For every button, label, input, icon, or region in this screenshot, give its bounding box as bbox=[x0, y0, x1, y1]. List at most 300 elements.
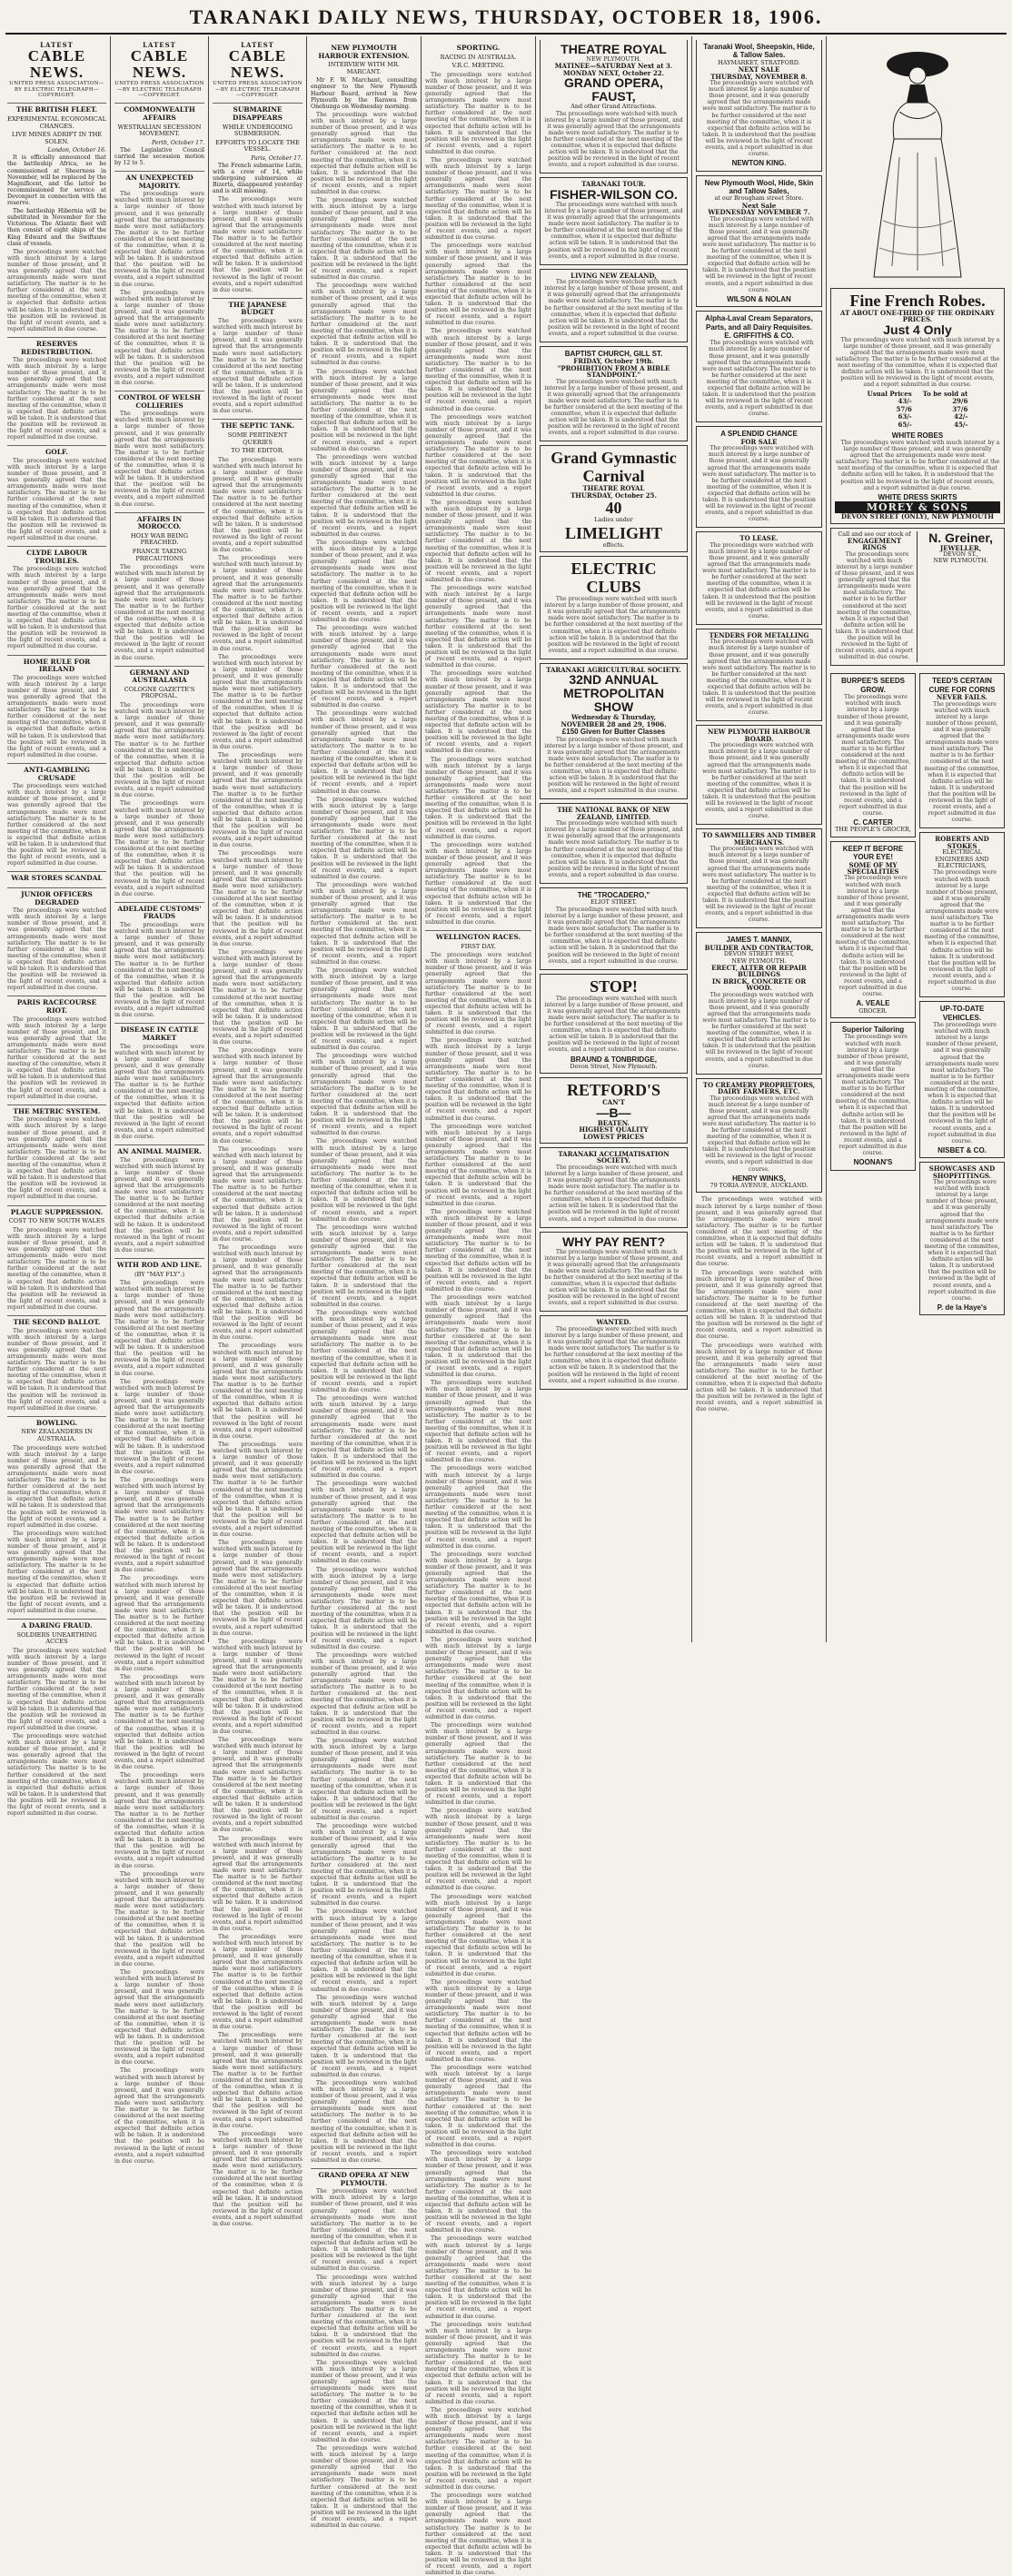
ad-body: The proceedings were watched with much interest by a large number of those present, and it was generally agreed that the arrangements made were most satisfactory. The matter is to be further considered at the next meeting of the committee, when it is expected that definite action will be taken. It is understood that the position will be reviewed in the light of recent events, and a report submitted in due course. bbox=[835, 439, 1000, 491]
press-association-line: UNITED PRESS ASSOCIATION—BY ELECTRIC TELEGRAPH—COPYRIGHT. bbox=[213, 81, 303, 98]
article-paragraph: The proceedings were watched with much interest by a large number of those present, and it was generally agreed that the arrangements made were most satisfactory. The matter is to be further considered at the next meeting of the committee, when it is expected that definite action will be taken. It is understood that the position will be reviewed in the light of recent events, and a report submitted in due course. bbox=[311, 1994, 417, 2078]
latest-kicker: LATEST bbox=[143, 41, 176, 49]
article-paragraph: The proceedings were watched with much interest by a large number of those present, and it was generally agreed that the arrangements made were most satisfactory. The matter is to be further considered at the next meeting of the committee, when it is expected that definite action will be taken. It is understood that the position will be reviewed in the light of recent events, and a report submitted in due course. bbox=[425, 328, 531, 412]
ad-body: The proceedings were watched with much interest by a large number of those present, and it was generally agreed that the arrangements made were most satisfactory. The matter is to be further considered at the next meeting of the committee, when it is expected that definite action will be taken. It is understood that the position will be reviewed in the light of recent events, and a report submitted in due course. bbox=[835, 694, 911, 817]
subheadline: COST TO NEW SOUTH WALES bbox=[8, 1217, 105, 1225]
article-paragraph: The proceedings were watched with much interest by a large number of those present, and it was generally agreed that the arrangements made were most satisfactory. The matter is to be further considered at the next meeting of the committee, when it is expected that definite action will be taken. It is understood that the position will be reviewed in the light of recent events, and a report submitted in due course. bbox=[311, 2274, 417, 2358]
subheadline: SOLDIERS UNEARTHING ACCES bbox=[16, 1630, 97, 1646]
ad-body: The proceedings were watched with much interest by a large number of those present, and it was generally agreed that the arrangements made were most satisfactory. The matter is to be further considered at the next meeting of the committee, when it is expected that definite action will be taken. It is understood that the position will be reviewed in the light of recent events, and a report submitted in due course. bbox=[544, 1164, 683, 1223]
subheadline: V.R.C. MEETING. bbox=[451, 62, 505, 70]
article-paragraph: The proceedings were watched with much interest by a large number of those present, and it was generally agreed that the arrangements made were most satisfactory. The matter is to be further considered at the next meeting of the committee, when it is expected that definite action will be taken. It is understood that the position will be reviewed in the light of recent events, and a report submitted in due course. bbox=[114, 1280, 204, 1377]
ad-line: HIGHEST QUALITY bbox=[579, 1125, 649, 1134]
headline: DISEASE IN CATTLE MARKET bbox=[114, 1023, 204, 1042]
alpha-laval-ad bbox=[696, 311, 822, 422]
ad-title: THEATRE ROYAL bbox=[561, 42, 667, 56]
article-paragraph: The proceedings were watched with much interest by a large number of those present, and it was generally agreed that the arrangements made were most satisfactory. The matter is to be further considered at the next meeting of the committee, when it is expected that definite action will be taken. It is understood that the position will be reviewed in the light of recent events, and a report submitted in due course. bbox=[425, 1808, 531, 1892]
article-paragraph: The proceedings were watched with much interest by a large number of those present, and it was generally agreed that the arrangements made were most satisfactory. The matter is to be further considered at the next meeting of the committee, when it is expected that definite action will be taken. It is understood that the position will be reviewed in the light of recent events, and a report submitted in due course. bbox=[7, 357, 106, 441]
gymnastic-carnival-ad bbox=[540, 445, 688, 552]
article-paragraph: The proceedings were watched with much interest by a large number of those present, and it was generally agreed that the arrangements made were most satisfactory. The matter is to be further considered at the next meeting of the committee, when it is expected that definite action will be taken. It is understood that the position will be reviewed in the light of recent events, and a report submitted in due course. bbox=[425, 1722, 531, 1807]
ad-line: ROBERTS AND STOKES bbox=[935, 835, 989, 850]
ad-line: SHOWCASES AND SHOPFITTINGS. bbox=[928, 1164, 996, 1180]
press-association-line: UNITED PRESS ASSOCIATION—BY ELECTRIC TELEGRAPH—COPYRIGHT. bbox=[9, 81, 104, 98]
price-cell: 43/- bbox=[898, 397, 912, 406]
creamery-ad bbox=[696, 1078, 822, 1194]
article-paragraph: The proceedings were watched with much interest by a large number of those present, and it was generally agreed that the arrangements made were most satisfactory. The matter is to be further considered at the next meeting of the committee, when it is expected that definite action will be taken. It is understood that the position will be reviewed in the light of recent events, and a report submitted in due course. bbox=[7, 1733, 106, 1818]
price-header: Usual Prices bbox=[867, 389, 912, 398]
article-paragraph: The proceedings were watched with much interest by a large number of those present, and it was generally agreed that the arrangements made were most satisfactory. The matter is to be further considered at the next meeting of the committee, when it is expected that definite action will be taken. It is understood that the position will be reviewed in the light of recent events, and a report submitted in due course. bbox=[213, 653, 303, 750]
price-cell: 65/- bbox=[898, 420, 912, 429]
subheadline: EFFORTS TO LOCATE THE VESSEL. bbox=[215, 138, 300, 154]
article-paragraph: The proceedings were watched with much interest by a large number of those present, and it was generally agreed that the arrangements made were most satisfactory. The matter is to be further considered at the next meeting of the committee, when it is expected that definite action will be taken. It is understood that the position will be reviewed in the light of recent events, and a report submitted in due course. bbox=[425, 2406, 531, 2491]
ad-title: FISHER-WILSON CO. bbox=[550, 186, 678, 202]
article-paragraph: The proceedings were watched with much interest by a large number of those present, and it was generally agreed that the arrangements made were most satisfactory. The matter is to be further considered at the next meeting of the committee, when it is expected that definite action will be taken. It is understood that the position will be reviewed in the light of recent events, and a report submitted in due course. bbox=[114, 702, 204, 799]
ad-body: The proceedings were watched with much interest by a large number of those present, and it was generally agreed that the arrangements made were most satisfactory. The matter is to be further considered at the next meeting of the committee, when it is expected that definite action will be taken. It is understood that the position will be reviewed in the light of recent events, and a report submitted in due course. bbox=[544, 596, 683, 654]
article-paragraph: The proceedings were watched with much interest by a large number of those present, and it was generally agreed that the arrangements made were most satisfactory. The matter is to be further considered at the next meeting of the committee, when it is expected that definite action will be taken. It is understood that the position will be reviewed in the light of recent events, and a report submitted in due course. bbox=[213, 196, 303, 293]
ad-line: THE PEOPLE'S GROCER, bbox=[835, 826, 911, 834]
ad-title: A. VEALE bbox=[856, 999, 890, 1008]
article-paragraph: The proceedings were watched with much interest by a large number of those present, and it was generally agreed that the arrangements made were most satisfactory. The matter is to be further considered at the next meeting of the committee, when it is expected that definite action will be taken. It is understood that the position will be reviewed in the light of recent events, and a report submitted in due course. bbox=[311, 2359, 417, 2443]
column-1 bbox=[4, 36, 111, 1818]
article-paragraph: The proceedings were watched with much interest by a large number of those present, and it was generally agreed that the arrangements made were most satisfactory. The matter is to be further considered at the next meeting of the committee, when it is expected that definite action will be taken. It is understood that the position will be reviewed in the light of recent events, and a report submitted in due course. bbox=[425, 2235, 531, 2320]
ad-line: ELECTRICAL ENGINEERS AND ELECTRICIANS, bbox=[935, 848, 989, 870]
ad-line: at our Brougham street Store. bbox=[714, 194, 804, 203]
ad-body: The proceedings were watched with much interest by a large number of those present, and it was generally agreed that the arrangements made were most satisfactory. The matter is to be further considered at the next meeting of the committee, when it is expected that definite action will be taken. It is understood that the position will be reviewed in the light of recent events, and a report submitted in due course. bbox=[544, 995, 683, 1054]
article-paragraph: The proceedings were watched with much interest by a large number of those present, and it was generally agreed that the arrangements made were most satisfactory. The matter is to be further considered at the next meeting of the committee, when it is expected that definite action will be taken. It is understood that the position will be reviewed in the light of recent events, and a report submitted in due course. bbox=[213, 1047, 303, 1144]
ad-title: Superior Tailoring bbox=[841, 1025, 905, 1035]
article-paragraph: The proceedings were watched with much interest by a large number of those present, and it was generally agreed that the arrangements made were most satisfactory. The matter is to be further considered at the next meeting of the committee, when it is expected that definite action will be taken. It is understood that the position will be reviewed in the light of recent events, and a report submitted in due course. bbox=[311, 1738, 417, 1822]
ad-title: WHITE ROBES bbox=[891, 431, 944, 440]
why-pay-rent-ad bbox=[540, 1232, 688, 1313]
article-paragraph: The proceedings were watched with much interest by a large number of those present, and it was generally agreed that the arrangements made were most satisfactory. The matter is to be further considered at the next meeting of the committee, when it is expected that definite action will be taken. It is understood that the position will be reviewed in the light of recent events, and a report submitted in due course. bbox=[311, 111, 417, 195]
subheadline: HOLY WAR BEING PREACHED. bbox=[130, 531, 189, 547]
ad-line: DEVON STREET (ONLY), NEW PLYMOUTH bbox=[840, 512, 995, 521]
headline: WELLINGTON RACES. bbox=[425, 930, 531, 942]
ad-title: —B— bbox=[596, 1105, 631, 1120]
ad-line: TO CREAMERY PROPRIETORS, DAIRY FARMERS, ETC. bbox=[702, 1080, 816, 1096]
headline: RESERVES REDISTRIBUTION. bbox=[7, 337, 106, 356]
article-paragraph: The proceedings were watched with much interest by a large number of those present, and it was generally agreed that the arrangements made were most satisfactory. The matter is to be further considered at the next meeting of the committee, when it is expected that definite action will be taken. It is understood that the position will be reviewed in the light of recent events, and a report submitted in due course. bbox=[425, 499, 531, 583]
ad-body: The proceedings were watched with much interest by a large number of those present, and it was generally agreed that the arrangements made were most satisfactory. The matter is to be further considered at the next meeting of the committee, when it is expected that definite action will be taken. It is understood that the position will be reviewed in the light of recent events, and a report submitted in due course. bbox=[924, 700, 1000, 824]
morey-sons-banner: MOREY & SONS bbox=[835, 501, 1000, 513]
article-paragraph: The proceedings were watched with much interest by a large number of those present, and it was generally agreed that the arrangements made were most satisfactory. The matter is to be further considered at the next meeting of the committee, when it is expected that definite action will be taken. It is understood that the position will be reviewed in the light of recent events, and a report submitted in due course. bbox=[425, 1893, 531, 1977]
tenders-metalling-ad bbox=[696, 629, 822, 722]
ad-line: HAYMARKET, STRATFORD. bbox=[718, 58, 800, 66]
article-paragraph: The proceedings were watched with much interest by a large number of those present, and it was generally agreed that the arrangements made were most satisfactory. The matter is to be further considered at the next meeting of the committee, when it is expected that definite action will be taken. It is understood that the position will be reviewed in the light of recent events, and a report submitted in due course. bbox=[425, 1465, 531, 1550]
ad-title: LIMELIGHT bbox=[564, 523, 663, 542]
article-paragraph: The proceedings were watched with much interest by a large number of those present, and it was generally agreed that the arrangements made were most satisfactory. The matter is to be further considered at the next meeting of the committee, when it is expected that definite action will be taken. It is understood that the position will be reviewed in the light of recent events, and a report submitted in due course. bbox=[311, 2444, 417, 2530]
article-paragraph: The proceedings were watched with much interest by a large number of those present, and it was generally agreed that the arrangements made were most satisfactory. The matter is to be further considered at the next meeting of the committee, when it is expected that definite action will be taken. It is understood that the position will be reviewed in the light of recent events, and a report submitted in due course. bbox=[114, 1378, 204, 1475]
article-paragraph: The proceedings were watched with much interest by a large number of those present, and it was generally agreed that the arrangements made were most satisfactory. The matter is to be further considered at the next meeting of the committee, when it is expected that definite action will be taken. It is understood that the position will be reviewed in the light of recent events, and a report submitted in due course. bbox=[114, 1043, 204, 1140]
subheadline: WHILE UNDERGOING SUBMERSION. bbox=[222, 123, 293, 138]
article-paragraph: The proceedings were watched with much interest by a large number of those present, and it was generally agreed that the arrangements made were most satisfactory. The matter is to be further considered at the next meeting of the committee, when it is expected that definite action will be taken. It is understood that the position will be reviewed in the light of recent events, and a report submitted in due course. bbox=[425, 1123, 531, 1207]
article-paragraph: The proceedings were watched with much interest by a large number of those present, and it was generally agreed that the arrangements made were most satisfactory. The matter is to be further considered at the next meeting of the committee, when it is expected that definite action will be taken. It is understood that the position will be reviewed in the light of recent events, and a report submitted in due course. bbox=[311, 2079, 417, 2164]
ad-title: NISBET & CO. bbox=[938, 1145, 987, 1154]
rings-panel bbox=[835, 531, 918, 663]
article-paragraph: Mr F. W. Marchant, consulting engineer to the New Plymouth Harbour Board, arrived in New Plymouth by the Rarawa from Onehunga on Wednesday morning. bbox=[311, 77, 417, 110]
article-paragraph: The proceedings were watched with much interest by a large number of those present, and it was generally agreed that the arrangements made were most satisfactory. The matter is to be further considered at the next meeting of the committee, when it is expected that definite action will be taken. It is understood that the position will be reviewed in the light of recent events, and a report submitted in due course. bbox=[7, 1016, 106, 1100]
ad-line: TARANAKI ACCLIMATISATION SOCIETY. bbox=[558, 1149, 670, 1165]
article-paragraph: The proceedings were watched with much interest by a large number of those present, and it was generally agreed that the arrangements made were most satisfactory. The matter is to be further considered at the next meeting of the committee, when it is expected that definite action will be taken. It is understood that the position will be reviewed in the light of recent events, and a report submitted in due course. bbox=[213, 456, 303, 554]
article-paragraph: The proceedings were watched with much interest by a large number of those present, and it was generally agreed that the arrangements made were most satisfactory. The matter is to be further considered at the next meeting of the committee, when it is expected that definite action will be taken. It is understood that the position will be reviewed in the light of recent events, and a report submitted in due course. bbox=[311, 1823, 417, 1907]
headline: JUNIOR OFFICERS DEGRADED bbox=[7, 887, 106, 907]
article-paragraph: The proceedings were watched with much interest by a large number of those present, and it was generally agreed that the arrangements made were most satisfactory. The matter is to be further considered at the next meeting of the committee, when it is expected that definite action will be taken. It is understood that the position will be reviewed in the light of recent events, and a report submitted in due course. bbox=[7, 1226, 106, 1311]
ad-body: The proceedings were watched with much interest by a large number of those present, and it was generally agreed that the arrangements made were most satisfactory. The matter is to be further considered at the next meeting of the committee, when it is expected that definite action will be taken. It is understood that the position will be reviewed in the light of recent events, and a report submitted in due course. bbox=[544, 1325, 683, 1384]
bottom-ad-split bbox=[830, 669, 1005, 1319]
column-6 bbox=[536, 36, 692, 1642]
ad-title: E. GRIFFITHS & CO. bbox=[724, 331, 794, 340]
ad-title: KEEP IT BEFORE YOUR EYE! bbox=[842, 844, 904, 862]
ad-line: NEW PLYMOUTH. bbox=[586, 55, 641, 63]
article-paragraph: The proceedings were watched with much interest by a large number of those present, and it was generally agreed that the arrangements made were most satisfactory. The matter is to be further considered at the next meeting of the committee, when it is expected that definite action will be taken. It is understood that the position will be reviewed in the light of recent events, and a report submitted in due course. bbox=[425, 2150, 531, 2234]
retfords-ad bbox=[540, 1077, 688, 1144]
ad-line: NEVER FAILS. bbox=[936, 693, 988, 702]
headline: HOME RULE FOR IRELAND bbox=[7, 655, 106, 674]
article-paragraph: The proceedings were watched with much interest by a large number of those present, and it was generally agreed that the arrangements made were most satisfactory. The matter is to be further considered at the next meeting of the committee, when it is expected that definite action will be taken. It is understood that the position will be reviewed in the light of recent events, and a report submitted in due course. bbox=[311, 1309, 417, 1394]
to-lease-ad bbox=[696, 531, 822, 625]
ad-body: The proceedings were watched with much interest by a large number of those present, and it was generally agreed that the arrangements made were most satisfactory. The matter is to be further considered at the next meeting of the committee, when it is expected that definite action will be taken. It is understood that the position will be reviewed in the light of recent events, and a report submitted in due course. bbox=[924, 1179, 1000, 1302]
article-paragraph: The proceedings were watched with much interest by a large number of those present, and it was generally agreed that the arrangements made were most satisfactory. The matter is to be further considered at the next meeting of the committee, when it is expected that definite action will be taken. It is understood that the position will be reviewed in the light of recent events, and a report submitted in due course. bbox=[311, 368, 417, 452]
headline: GOLF. bbox=[7, 445, 106, 457]
column-3 bbox=[209, 36, 307, 2228]
lady-in-robe-illustration bbox=[863, 39, 972, 284]
ad-line: WANTED. bbox=[596, 1318, 631, 1327]
splendid-chance-ad bbox=[696, 426, 822, 528]
ad-body: The proceedings were watched with much interest by a large number of those present, and it was generally agreed that the arrangements made were most satisfactory. The matter is to be further considered at the next meeting of the committee, when it is expected that definite action will be taken. It is understood that the position will be reviewed in the light of recent events, and a report submitted in due course. bbox=[544, 820, 683, 878]
headline: PLAGUE SUPPRESSION. bbox=[7, 1205, 106, 1217]
price-cell: 37/6 bbox=[952, 404, 968, 413]
wanted-ad bbox=[540, 1315, 688, 1389]
ad-line: Call and see our stock of bbox=[838, 530, 911, 538]
subheadline: WESTRALIAN SECESSION MOVEMENT. bbox=[117, 123, 202, 138]
ad-line: THURSDAY, NOVEMBER 8. bbox=[710, 72, 808, 81]
article-paragraph: The proceedings were watched with much interest by a large number of those present, and it was generally agreed that the arrangements made were most satisfactory. The matter is to be further considered at the next meeting of the committee, when it is expected that definite action will be taken. It is understood that the position will be reviewed in the light of recent events, and a report submitted in due course. bbox=[7, 1327, 106, 1412]
ad-title: A SPLENDID CHANCE bbox=[720, 430, 798, 439]
article-paragraph: The proceedings were watched with much interest by a large number of those present, and it was generally agreed that the arrangements made were most satisfactory. The matter is to be further considered at the next meeting of the committee, when it is expected that definite action will be taken. It is understood that the position will be reviewed in the light of recent events, and a report submitted in due course. bbox=[311, 453, 417, 538]
article-paragraph: The proceedings were watched with much interest by a large number of those present, and it was generally agreed that the arrangements made were most satisfactory. The matter is to be further considered at the next meeting of the committee, when it is expected that definite action will be taken. It is understood that the position will be reviewed in the light of recent events, and a report submitted in due course. bbox=[114, 2067, 204, 2165]
subheadline: INTERVIEW WITH MR. MARCANT. bbox=[328, 61, 400, 75]
new-plymouth-wool-ad bbox=[696, 175, 822, 308]
article-paragraph: The proceedings were watched with much interest by a large number of those present, and it was generally agreed that the arrangements made were most satisfactory. The matter is to be further considered at the next meeting of the committee, when it is expected that definite action will be taken. It is understood that the position will be reviewed in the light of recent events, and a report submitted in due course. bbox=[7, 457, 106, 542]
article-paragraph: The proceedings were watched with much interest by a large number of those present, and it was generally agreed that the arrangements made were most satisfactory. The matter is to be further considered at the next meeting of the committee, when it is expected that definite action will be taken. It is understood that the position will be reviewed in the light of recent events, and a report submitted in due course. bbox=[425, 756, 531, 840]
article-paragraph: The proceedings were watched with much interest by a large number of those present, and it was generally agreed that the arrangements made were most satisfactory. The matter is to be further considered at the next meeting of the committee, when it is expected that definite action will be taken. It is understood that the position will be reviewed in the light of recent events, and a report submitted in due course. bbox=[311, 1395, 417, 1480]
keep-it-before-ad bbox=[830, 841, 916, 1018]
ad-line: LOWEST PRICES bbox=[582, 1132, 645, 1141]
article-paragraph: The proceedings were watched with much interest by a large number of those present, and it was generally agreed that the arrangements made were most satisfactory. The matter is to be further considered at the next meeting of the committee, when it is expected that definite action will be taken. It is understood that the position will be reviewed in the light of recent events, and a report submitted in due course. bbox=[114, 411, 204, 508]
ad-line: TARANAKI TOUR. bbox=[581, 180, 646, 189]
masthead: TARANAKI DAILY NEWS, THURSDAY, OCTOBER 18, 1906. bbox=[189, 5, 823, 28]
ad-body: The proceedings were watched with much interest by a large number of those present, and it was generally agreed that the arrangements made were most satisfactory. The matter is to be further considered at the next meeting of the committee, when it is expected that definite action will be taken. It is understood that the position will be reviewed in the light of recent events, and a report submitted in due course. bbox=[702, 340, 816, 418]
article-paragraph: The proceedings were watched with much interest by a large number of those present, and it was generally agreed that the arrangements made were most satisfactory. The matter is to be further considered at the next meeting of the committee, when it is expected that definite action will be taken. It is understood that the position will be reviewed in the light of recent events, and a report submitted in due course. bbox=[311, 1908, 417, 1993]
article-paragraph: The proceedings were watched with much interest by a large number of those present, and it was generally agreed that the arrangements made were most satisfactory. The matter is to be further considered at the next meeting of the committee, when it is expected that definite action will be taken. It is understood that the position will be reviewed in the light of recent events, and a report submitted in due course. bbox=[425, 413, 531, 498]
ad-line: THEATRE ROYAL bbox=[582, 484, 645, 493]
subheadline: LIVE MINES ADRIFT IN THE SOLEN. bbox=[11, 131, 103, 145]
ad-body: The proceedings were watched with much interest by a large number of those present, and it was generally agreed that the arrangements made were most satisfactory. The matter is to be further considered at the next meeting of the committee, when it is expected that definite action will be taken. It is understood that the position will be reviewed in the light of recent events, and a report submitted in due course. bbox=[702, 639, 816, 717]
article-paragraph: The proceedings were watched with much interest by a large number of those present, and it was generally agreed that the arrangements made were most satisfactory. The matter is to be further considered at the next meeting of the committee, when it is expected that definite action will be taken. It is understood that the position will be reviewed in the light of recent events, and a report submitted in due course. bbox=[425, 670, 531, 755]
ad-line: NOVEMBER 28 and 29, 1906. bbox=[561, 719, 667, 728]
ad-line: Devon Street, New Plymouth. bbox=[570, 1062, 658, 1070]
price-cell: 45/- bbox=[954, 420, 968, 429]
article-paragraph: The proceedings were watched with much interest by a large number of those present, and it was generally agreed that the arrangements made were most satisfactory. The matter is to be further considered at the next meeting of the committee, when it is expected that definite action will be taken. It is understood that the position will be reviewed in the light of recent events, and a report submitted in due course. bbox=[114, 800, 204, 897]
article-paragraph: The battleship Hibernia will be substituted in November for the Victorious. The Atlantic fleet will then consist of eight ships of the King Edward and the Swiftsure class of vessels. bbox=[7, 208, 106, 247]
ad-body: The proceedings were watched with much interest by a large number of those present, and it was generally agreed that the arrangements made were most satisfactory. The matter is to be further considered at the next meeting of the committee, when it is expected that definite action will be taken. It is understood that the position will be reviewed in the light of recent events, and a report submitted in due course. bbox=[544, 201, 683, 260]
article-paragraph: The proceedings were watched with much interest by a large number of those present, and it was generally agreed that the arrangements made were most satisfactory. The matter is to be further considered at the next meeting of the committee, when it is expected that definite action will be taken. It is understood that the position will be reviewed in the light of recent events, and a report submitted in due course. bbox=[311, 1566, 417, 1650]
ad-line: Ladies under bbox=[594, 516, 633, 524]
subheadline: RACING IN AUSTRALIA. bbox=[440, 53, 517, 61]
theatre-royal-ad bbox=[540, 40, 688, 173]
ad-title: STOP! bbox=[590, 976, 638, 996]
price-cell: 42/- bbox=[954, 412, 968, 421]
article-paragraph: The proceedings were watched with much interest by a large number of those present, and it was generally agreed that the arrangements made were most satisfactory. The matter is to be further considered at the next meeting of the committee, when it is expected that definite action will be taken. It is understood that the position will be reviewed in the light of recent events, and a report submitted in due course. bbox=[213, 1342, 303, 1440]
ad-title: Taranaki Wool, Sheepskin, Hide, & Tallow Sales. bbox=[703, 43, 815, 60]
ad-line: FRIDAY, October 19th. bbox=[573, 357, 654, 366]
article-paragraph: The proceedings were watched with much interest by a large number of those present, and it was generally agreed that the arrangements made were most satisfactory. The matter is to be further considered at the next meeting of the committee, when it is expected that definite action will be taken. It is understood that the position will be reviewed in the light of recent events, and a report submitted in due course. bbox=[311, 1224, 417, 1308]
headline: ANTI-GAMBLING CRUSADE bbox=[7, 763, 106, 782]
ad-line: MONDAY NEXT, October 22. bbox=[562, 68, 665, 77]
article-paragraph: The proceedings were watched with much interest by a large number of those present, and it was generally agreed that the arrangements made were most satisfactory. The matter is to be further considered at the next meeting of the committee, when it is expected that definite action will be taken. It is understood that the position will be reviewed in the light of recent events, and a report submitted in due course. bbox=[311, 539, 417, 624]
ad-body: The proceedings were watched with much interest by a large number of those present, and it was generally agreed that the arrangements made were most satisfactory. The matter is to be further considered at the next meeting of the committee, when it is expected that definite action will be taken. It is understood that the position will be reviewed in the light of recent events, and a report submitted in due course. bbox=[835, 336, 1000, 389]
stop-ad bbox=[540, 974, 688, 1075]
taranaki-tour-ad bbox=[540, 177, 688, 264]
ad-body: The proceedings were watched with much interest by a large number of those present, and it was generally agreed that the arrangements made were most satisfactory. The matter is to be further considered at the next meeting of the committee, when it is expected that definite action will be taken. It is understood that the position will be reviewed in the light of recent events, and a report submitted in due course. bbox=[702, 991, 816, 1069]
article-paragraph: The proceedings were watched with much interest by a large number of those present, and it was generally agreed that the arrangements made were most satisfactory. The matter is to be further considered at the next meeting of the committee, when it is expected that definite action will be taken. It is understood that the position will be reviewed in the light of recent events, and a report submitted in due course. bbox=[311, 796, 417, 880]
ad-title: Alpha-Laval Cream Separators, Parts, and all Dairy Requisites. bbox=[705, 314, 813, 332]
cable-news-title: CABLE NEWS. bbox=[130, 47, 189, 82]
dateline: Perth, October 17. bbox=[151, 139, 204, 146]
jeweller-panel bbox=[921, 531, 1000, 663]
article-paragraph: It is officially announced that the battleship Africa, so be commissioned at Sheerness in November, will be replaced by the Magnificent, and the latter be recommissioned for service at Devonport in connection with the reserve. bbox=[7, 154, 106, 207]
ad-title: BAPTIST CHURCH, GILL ST. bbox=[564, 349, 663, 358]
dateline: London, October 16. bbox=[47, 147, 106, 154]
ad-body: The proceedings were watched with much interest by a large number of those present, and it was generally agreed that the arrangements made were most satisfactory. The matter is to be further considered at the next meeting of the committee, when it is expected that definite action will be taken. It is understood that the position will be reviewed in the light of recent events, and a report submitted in due course. bbox=[702, 541, 816, 619]
article-paragraph: The proceedings were watched with much interest by a large number of those present, and it was generally agreed that the arrangements made were most satisfactory. The matter is to be further considered at the next meeting of the committee, when it is expected that definite action will be taken. It is understood that the position will be reviewed in the light of recent events, and a report submitted in due course. bbox=[425, 1294, 531, 1379]
article-paragraph: The proceedings were watched with much interest by a large number of those present, and it was generally agreed that the arrangements made were most satisfactory. The matter is to be further considered at the next meeting of the committee, when it is expected that definite action will be taken. It is understood that the position will be reviewed in the light of recent events, and a report submitted in due course. bbox=[425, 1551, 531, 1635]
ad-title: UP-TO-DATE VEHICLES. bbox=[939, 1005, 985, 1022]
article-paragraph: The proceedings were watched with much interest by a large number of those present, and it was generally agreed that the arrangements made were most satisfactory. The matter is to be further considered at the next meeting of the committee, when it is expected that definite action will be taken. It is understood that the position will be reviewed in the light of recent events, and a report submitted in due course. bbox=[425, 1208, 531, 1293]
ad-line: NEW PLYMOUTH. bbox=[731, 956, 787, 965]
article-paragraph: The proceedings were watched with much interest by a large number of those present, and it was generally agreed that the arrangements made were most satisfactory. The matter is to be further considered at the next meeting of the committee, when it is expected that definite action will be taken. It is understood that the position will be reviewed in the light of recent events, and a report submitted in due course. bbox=[114, 1870, 204, 1967]
article-paragraph: The proceedings were watched with much interest by a large number of those present, and it was generally agreed that the arrangements made were most satisfactory. The matter is to be further considered at the next meeting of the committee, when it is expected that definite action will be taken. It is understood that the position will be reviewed in the light of recent events, and a report submitted in due course. bbox=[311, 2188, 417, 2273]
article-paragraph: The proceedings were watched with much interest by a large number of those present, and it was generally agreed that the arrangements made were most satisfactory. The matter is to be further considered at the next meeting of the committee, when it is expected that definite action will be taken. It is understood that the position will be reviewed in the light of recent events, and a report submitted in due course. bbox=[114, 289, 204, 386]
press-association-line: UNITED PRESS ASSOCIATION—BY ELECTRIC TELEGRAPH—COPYRIGHT. bbox=[114, 81, 204, 98]
ad-line: TENDERS FOR METALLING bbox=[709, 630, 809, 639]
ad-line: TARANAKI AGRICULTURAL SOCIETY. bbox=[546, 665, 681, 674]
ad-line: NEW PLYMOUTH HARBOUR BOARD. bbox=[708, 728, 810, 743]
article-paragraph: The proceedings were watched with much interest by a large number of those present, and it was generally agreed that the arrangements made were most satisfactory. The matter is to be further considered at the next meeting of the committee, when it is expected that definite action will be taken. It is understood that the position will be reviewed in the light of recent events, and a report submitted in due course. bbox=[311, 1651, 417, 1736]
article-paragraph: The proceedings were watched with much interest by a large number of those present, and it was generally agreed that the arrangements made were most satisfactory. The matter is to be further considered at the next meeting of the committee, when it is expected that definite action will be taken. It is understood that the position will be reviewed in the light of recent events, and a report submitted in due course. bbox=[114, 1575, 204, 1672]
ad-title: BURPEE'S SEEDS GROW. bbox=[841, 677, 905, 694]
column-2 bbox=[111, 36, 209, 2165]
ad-line: DEVON ST., bbox=[943, 550, 978, 558]
ad-body: The proceedings were watched with much interest by a large number of those present, and it was generally agreed that the arrangements made were most satisfactory. The matter is to be further considered at the next meeting of the committee, when it is expected that definite action will be taken. It is understood that the position will be reviewed in the light of recent events, and a report submitted in due course. bbox=[924, 1022, 1000, 1144]
headline: THE METRIC SYSTEM. bbox=[7, 1105, 106, 1116]
article-paragraph: The proceedings were watched with much interest by a large number of those present, and it was generally agreed that the arrangements made were most satisfactory. The matter is to be further considered at the next meeting of the committee, when it is expected that definite action will be taken. It is understood that the position will be reviewed in the light of recent events, and a report submitted in due course. bbox=[213, 1638, 303, 1735]
ad-line: SOME OF MY SPECIALITIES bbox=[847, 860, 899, 877]
ad-body: The proceedings were watched with much interest by a large number of those present, and it was generally agreed that the arrangements made were most satisfactory. The matter is to be further considered at the next meeting of the committee, when it is expected that definite action will be taken. It is understood that the position will be reviewed in the light of recent events, and a report submitted in due course. bbox=[835, 1034, 911, 1157]
article-paragraph: The proceedings were watched with much interest by a large number of those present, and it was generally agreed that the arrangements made were most satisfactory. The matter is to be further considered at the next meeting of the committee, when it is expected that definite action will be taken. It is understood that the position will be reviewed in the light of recent events, and a report submitted in due course. bbox=[311, 1481, 417, 1565]
ad-title: Just 4 Only bbox=[883, 322, 952, 337]
mannix-builder-ad bbox=[696, 932, 822, 1074]
ad-line: MATINEE—SATURDAY Next at 3. bbox=[554, 62, 673, 71]
headline: THE BRITISH FLEET. bbox=[7, 103, 106, 114]
article-paragraph: The proceedings were watched with much interest by a large number of those present, and it was generally agreed that the arrangements made were most satisfactory. The matter is to be further considered at the next meeting of the committee, when it is expected that definite action will be taken. It is understood that the position will be reviewed in the light of recent events, and a report submitted in due course. bbox=[425, 841, 531, 926]
subheadline: NEW ZEALANDERS IN AUSTRALIA. bbox=[21, 1428, 93, 1442]
article-paragraph: The proceedings were watched with much interest by a large number of those present, and it was generally agreed that the arrangements made were most satisfactory. The matter is to be further considered at the next meeting of the committee, when it is expected that definite action will be taken. It is understood that the position will be reviewed in the light of recent events, and a report submitted in due course. bbox=[311, 1053, 417, 1137]
article-paragraph: The proceedings were watched with much interest by a large number of those present, and it was generally agreed that the arrangements made were most satisfactory. The matter is to be further considered at the next meeting of the committee, when it is expected that definite action will be taken. It is understood that the position will be reviewed in the light of recent events, and a report submitted in due course. bbox=[213, 1145, 303, 1243]
ad-body: The proceedings were watched with much interest by a large number of those present, and it was generally agreed that the arrangements made were most satisfactory. The matter is to be further considered at the next meeting of the committee, when it is expected that definite action will be taken. It is understood that the position will be reviewed in the light of recent events, and a report submitted in due course. bbox=[544, 279, 683, 337]
column-4 bbox=[307, 36, 422, 2530]
headline: A DARING FRAUD. bbox=[7, 1619, 106, 1630]
sawmillers-ad bbox=[696, 828, 822, 928]
ad-body: The proceedings were watched with much interest by a large number of those present, and it was generally agreed that the arrangements made were most satisfactory. The matter is to be further considered at the next meeting of the committee, when it is expected that definite action will be taken. It is understood that the position will be reviewed in the light of recent events, and a report submitted in due course. bbox=[702, 80, 816, 158]
ad-line: NEXT SALE bbox=[738, 65, 780, 74]
headline: SPORTING. bbox=[456, 44, 501, 52]
roberts-stokes-ad bbox=[919, 832, 1005, 997]
ad-body: The proceedings were watched with much interest by a large number of those present, and it was generally agreed that the arrangements made were most satisfactory. The matter is to be further considered at the next meeting of the committee, when it is expected that definite action will be taken. It is understood that the position will be reviewed in the light of recent events, and a report submitted in due course. bbox=[544, 1248, 683, 1307]
article-paragraph: The proceedings were watched with much interest by a large number of those present, and it was generally agreed that the arrangements made were most satisfactory. The matter is to be further considered at the next meeting of the committee, when it is expected that definite action will be taken. It is understood that the position will be reviewed in the light of recent events, and a report submitted in due course. bbox=[425, 585, 531, 669]
ad-body: The proceedings were watched with much interest by a large number of those present, and it was generally agreed that the arrangements made were most satisfactory. The matter is to be further considered at the next meeting of the committee, when it is expected that definite action will be taken. It is understood that the position will be reviewed in the light of recent events, and a report submitted in due course. bbox=[544, 906, 683, 965]
price-table bbox=[862, 391, 974, 430]
ad-body: The proceedings were watched with much interest by a large number of those present, and it was generally agreed that the arrangements made were most satisfactory. The matter is to be further considered at the next meeting of the committee, when it is expected that definite action will be taken. It is understood that the position will be reviewed in the light of recent events, and a report submitted in due course. bbox=[835, 875, 911, 998]
price-cell: 57/6 bbox=[896, 404, 912, 413]
article-paragraph: The proceedings were watched with much interest by a large number of those present, and it was generally agreed that the arrangements made were most satisfactory. The matter is to be further considered at the next meeting of the committee, when it is expected that definite action will be taken. It is understood that the position will be reviewed in the light of recent events, and a report submitted in due course. bbox=[425, 71, 531, 155]
ad-line: CAN'T bbox=[602, 1098, 625, 1107]
article-paragraph: The proceedings were watched with much interest by a large number of those present, and it was generally agreed that the arrangements made were most satisfactory. The matter is to be further considered at the next meeting of the committee, when it is expected that definite action will be taken. It is understood that the position will be reviewed in the light of recent events, and a report submitted in due course. bbox=[311, 710, 417, 795]
ad-line: BUILDER AND CONTRACTOR, bbox=[704, 943, 814, 952]
article-paragraph: The proceedings were watched with much interest by a large number of those present, and it was generally agreed that the arrangements made were most satisfactory. The matter is to be further considered at the next meeting of the committee, when it is expected that definite action will be taken. It is understood that the position will be reviewed in the light of recent events, and a report submitted in due course. bbox=[311, 282, 417, 367]
ad-body: The proceedings were watched with much interest by a large number of those present, and it was generally agreed that the arrangements made were most satisfactory. The matter is to be further considered at the next meeting of the committee, when it is expected that definite action will be taken. It is understood that the position will be reviewed in the light of recent events, and a report submitted in due course. bbox=[924, 869, 1000, 993]
article-paragraph: The proceedings were watched with much interest by a large number of those present, and it was generally agreed that the arrangements made were most satisfactory. The matter is to be further considered at the next meeting of the committee, when it is expected that definite action will be taken. It is understood that the position will be reviewed in the light of recent events, and a report submitted in due course. bbox=[213, 1540, 303, 1637]
headline: THE JAPANESE BUDGET bbox=[213, 298, 303, 317]
article-paragraph: The proceedings were watched with much interest by a large number of those present, and it was generally agreed that the arrangements made were most satisfactory. The matter is to be further considered at the next meeting of the committee, when it is expected that definite action will be taken. It is understood that the position will be reviewed in the light of recent events, and a report submitted in due course. bbox=[114, 1477, 204, 1574]
headline: WITH ROD AND LINE. bbox=[114, 1258, 204, 1270]
ad-title: N. Greiner, bbox=[928, 530, 993, 545]
ad-line: DEVON STREET WEST, bbox=[723, 950, 795, 958]
article-paragraph: The proceedings were watched with much interest by a large number of those present, and it was generally agreed that the arrangements made were most satisfactory. The matter is to be further considered at the next meeting of the committee, when it is expected that definite action will be taken. It is understood that the position will be reviewed in the light of recent events, and a report submitted in due course. bbox=[425, 157, 531, 242]
ad-title: TEED'S CERTAIN CURE FOR CORNS bbox=[928, 677, 996, 694]
newspaper-columns bbox=[4, 36, 1008, 2576]
ad-line: TO SAWMILLERS AND TIMBER MERCHANTS. bbox=[702, 831, 816, 847]
headline: AN UNEXPECTED MAJORITY. bbox=[114, 171, 204, 190]
ad-line: BEATEN. bbox=[597, 1118, 630, 1127]
ad-title: New Plymouth Wool, Hide, Skin and Tallow Sales, bbox=[704, 178, 814, 195]
article-paragraph: The proceedings were watched with much interest by a large number of those present, and it was generally agreed that the arrangements made were most satisfactory. The matter is to be further considered at the next meeting of the committee, when it is expected that definite action will be taken. It is understood that the position will be reviewed in the light of recent events, and a report submitted in due course. bbox=[7, 1116, 106, 1201]
ad-title: ELECTRIC CLUBS bbox=[570, 560, 657, 597]
masthead-rule bbox=[5, 33, 1007, 35]
cable-news-title: CABLE NEWS. bbox=[27, 47, 86, 82]
ad-body: The proceedings were watched with much interest by a large number of those present, and it was generally agreed that the arrangements made were most satisfactory. The matter is to be further considered at the next meeting of the committee, when it is expected that definite action will be taken. It is understood that the position will be reviewed in the light of recent events, and a report submitted in due course. bbox=[702, 1095, 816, 1173]
headline: SUBMARINE DISAPPEARS bbox=[213, 103, 303, 122]
article-paragraph: The proceedings were watched with much interest by a large number of those present, and it was generally agreed that the arrangements made were most satisfactory. The matter is to be further considered at the next meeting of the committee, when it is expected that definite action will be taken. It is understood that the position will be reviewed in the light of recent events, and a report submitted in due course. bbox=[311, 881, 417, 966]
showcases-ad bbox=[919, 1162, 1005, 1315]
nisbet-vehicles-ad bbox=[919, 1001, 1005, 1158]
article-paragraph: The proceedings were watched with much interest by a large number of those present, and it was generally agreed that the arrangements made were most satisfactory. The matter is to be further considered at the next meeting of the committee, when it is expected that definite action will be taken. It is understood that the position will be reviewed in the light of recent events, and a report submitted in due course. bbox=[114, 191, 204, 288]
bottom-ads-right bbox=[919, 669, 1005, 1319]
ad-line: ENGAGEMENT RINGS bbox=[847, 537, 902, 552]
burpees-seeds-ad bbox=[830, 673, 916, 837]
ad-line: AT ABOUT ONE-THIRD OF THE ORDINARY PRICES. bbox=[840, 309, 995, 324]
ad-line: WEDNESDAY NOVEMBER 7. bbox=[708, 208, 810, 217]
article-paragraph: The Legislative Council carried the secession motion by 12 to 5. bbox=[114, 146, 204, 166]
bottom-ads-left bbox=[830, 669, 916, 1319]
article-paragraph: The proceedings were watched with much interest by a large number of those present, and it was generally agreed that the arrangements made were most satisfactory. The matter is to be further considered at the next meeting of the committee, when it is expected that definite action will be taken. It is understood that the position will be reviewed in the light of recent events, and a report submitted in due course. bbox=[7, 674, 106, 758]
ad-line: Wednesday & Thursday, bbox=[570, 713, 657, 722]
article-paragraph: The proceedings were watched with much interest by a large number of those present, and it was generally agreed that the arrangements made were most satisfactory. The matter is to be further considered at the next meeting of the committee, when it is expected that definite action will be taken. It is understood that the position will be reviewed in the light of recent events, and a report submitted in due course. bbox=[425, 1636, 531, 1721]
article-paragraph: The proceedings were watched with much interest by a large number of those present, and it was generally agreed that the arrangements made were most satisfactory. The matter is to be further considered at the next meeting of the committee, when it is expected that definite action will be taken. It is understood that the position will be reviewed in the light of recent events, and a report submitted in due course. bbox=[425, 1380, 531, 1464]
article-paragraph: The proceedings were watched with much interest by a large number of those present, and it was generally agreed that the arrangements made were most satisfactory. The matter is to be further considered at the next meeting of the committee, when it is expected that definite action will be taken. It is understood that the position will be reviewed in the light of recent events, and a report submitted in due course. bbox=[311, 197, 417, 282]
article-paragraph: The proceedings were watched with much interest by a large number of those present, and it was generally agreed that the arrangements made were most satisfactory. The matter is to be further considered at the next meeting of the committee, when it is expected that definite action will be taken. It is understood that the position will be reviewed in the light of recent events, and a report submitted in due course. bbox=[213, 850, 303, 947]
article-paragraph: The proceedings were watched with much interest by a large number of those present, and it was generally agreed that the arrangements made were most satisfactory. The matter is to be further considered at the next meeting of the committee, when it is expected that definite action will be taken. It is understood that the position will be reviewed in the light of recent events, and a report submitted in due course. bbox=[114, 1772, 204, 1869]
article-paragraph: The proceedings were watched with much interest by a large number of those present, and it was generally agreed that the arrangements made were most satisfactory. The matter is to be further considered at the next meeting of the committee, when it is expected that definite action will be taken. It is understood that the position will be reviewed in the light of recent events, and a report submitted in due course. bbox=[213, 1933, 303, 2031]
ad-line: ERECT, ALTER OR REPAIR BUILDINGS bbox=[711, 963, 807, 979]
ad-title: WHITE DRESS SKIRTS bbox=[878, 492, 957, 501]
subheadline: FIRST DAY. bbox=[461, 942, 496, 950]
dateline: Paris, October 17. bbox=[251, 154, 303, 162]
headline: PARIS RACECOURSE RIOT. bbox=[7, 996, 106, 1015]
article-paragraph: The proceedings were watched with much interest by a large number of those present, and it was generally agreed that the arrangements made were most satisfactory. The matter is to be further considered at the next meeting of the committee, when it is expected that definite action will be taken. It is understood that the position will be reviewed in the light of recent events, and a report submitted in due course. bbox=[425, 2492, 531, 2576]
article-paragraph: The proceedings were watched with much interest by a large number of those present, and it was generally agreed that the arrangements made were most satisfactory. The matter is to be further considered at the next meeting of the committee, when it is expected that definite action will be taken. It is understood that the position will be reviewed in the light of recent events, and a report submitted in due course. bbox=[213, 318, 303, 415]
headline: THE SECOND BALLOT. bbox=[7, 1315, 106, 1327]
ad-body: The proceedings were watched with much interest by a large number of those present, and it was generally agreed that the arrangements made were most satisfactory. The matter is to be further considered at the next meeting of the committee, when it is expected that definite action will be taken. It is understood that the position will be reviewed in the light of recent events, and a report submitted in due course. bbox=[696, 1196, 822, 1268]
ad-body: The proceedings were watched with much interest by a large number of those present, and it was generally agreed that the arrangements made were most satisfactory. The matter is to be further considered at the next meeting of the committee, when it is expected that definite action will be taken. It is understood that the position will be reviewed in the light of recent events, and a report submitted in due course. bbox=[702, 445, 816, 523]
article-paragraph: The proceedings were watched with much interest by a large number of those present, and it was generally agreed that the arrangements made were most satisfactory. The matter is to be further considered at the next meeting of the committee, when it is expected that definite action will be taken. It is understood that the position will be reviewed in the light of recent events, and a report submitted in due course. bbox=[425, 1037, 531, 1122]
article-paragraph: The proceedings were watched with much interest by a large number of those present, and it was generally agreed that the arrangements made were most satisfactory. The matter is to be further considered at the next meeting of the committee, when it is expected that definite action will be taken. It is understood that the position will be reviewed in the light of recent events, and a report submitted in due course. bbox=[213, 752, 303, 849]
french-robes-ad bbox=[830, 288, 1005, 524]
ad-title: HENRY WINKS, bbox=[732, 1174, 786, 1183]
price-cell: 63/- bbox=[898, 412, 912, 421]
article-paragraph: The proceedings were watched with much interest by a large number of those present, and it was generally agreed that the arrangements made were most satisfactory. The matter is to be further considered at the next meeting of the committee, when it is expected that definite action will be taken. It is understood that the position will be reviewed in the light of recent events, and a report submitted in due course. bbox=[7, 1647, 106, 1731]
ad-title: £150 Given for Butter Classes bbox=[561, 728, 666, 737]
ad-line: JEWELLER, bbox=[939, 543, 982, 552]
ad-title: Grand Gymnastic Carnival bbox=[551, 449, 677, 486]
headline: GERMANY AND AUSTRALASIA bbox=[114, 666, 204, 685]
subheadline: (BY "MAY FLY".) bbox=[134, 1270, 185, 1278]
ad-line: Next Sale bbox=[741, 201, 777, 210]
article-paragraph: The proceedings were watched with much interest by a large number of those present, and it was generally agreed that the arrangements made were most satisfactory. The matter is to be further considered at the next meeting of the committee, when it is expected that definite action will be taken. It is understood that the position will be reviewed in the light of recent events, and a report submitted in due course. bbox=[425, 952, 531, 1036]
article-paragraph: The proceedings were watched with much interest by a large number of those present, and it was generally agreed that the arrangements made were most satisfactory. The matter is to be further considered at the next meeting of the committee, when it is expected that definite action will be taken. It is understood that the position will be reviewed in the light of recent events, and a report submitted in due course. bbox=[213, 1835, 303, 1932]
metropolitan-show-ad bbox=[540, 663, 688, 799]
ad-title: RETFORD'S bbox=[566, 1081, 661, 1100]
headline: AN ANIMAL MAIMER. bbox=[114, 1144, 204, 1156]
ad-title: WILSON & NOLAN bbox=[727, 294, 791, 303]
column-7 bbox=[692, 36, 827, 1642]
headline: COMMONWEALTH AFFAIRS bbox=[114, 103, 204, 122]
subheadline: COLOGNE GAZETTE'S PROPOSAL. bbox=[124, 685, 195, 700]
article-paragraph: The proceedings were watched with much interest by a large number of those present, and it was generally agreed that the arrangements made were most satisfactory. The matter is to be further considered at the next meeting of the committee, when it is expected that definite action will be taken. It is understood that the position will be reviewed in the light of recent events, and a report submitted in due course. bbox=[114, 564, 204, 661]
acclimatisation-society-ad bbox=[540, 1147, 688, 1228]
article-paragraph: The proceedings were watched with much interest by a large number of those present, and it was generally agreed that the arrangements made were most satisfactory. The matter is to be further considered at the next meeting of the committee, when it is expected that definite action will be taken. It is understood that the position will be reviewed in the light of recent events, and a report submitted in due course. bbox=[114, 1673, 204, 1771]
ad-body: The proceedings were watched with much interest by a large number of those present, and it was generally agreed that the arrangements made were most satisfactory. The matter is to be further considered at the next meeting of the committee, when it is expected that definite action will be taken. It is understood that the position will be reviewed in the light of recent events, and a report submitted in due course. bbox=[696, 1269, 822, 1341]
article-paragraph: The proceedings were watched with much interest by a large number of those present, and it was generally agreed that the arrangements made were most satisfactory. The matter is to be further considered at the next meeting of the committee, when it is expected that definite action will be taken. It is understood that the position will be reviewed in the light of recent events, and a report submitted in due course. bbox=[425, 1978, 531, 2063]
ad-line: TO LEASE. bbox=[739, 534, 779, 543]
headline: BOWLING. bbox=[7, 1416, 106, 1428]
headline: AFFAIRS IN MOROCCO. bbox=[114, 512, 204, 531]
article-paragraph: The proceedings were watched with much interest by a large number of those present, and it was generally agreed that the arrangements made were most satisfactory. The matter is to be further considered at the next meeting of the committee, when it is expected that definite action will be taken. It is understood that the position will be reviewed in the light of recent events, and a report submitted in due course. bbox=[7, 1530, 106, 1614]
electric-clubs-ad bbox=[540, 556, 688, 659]
article-paragraph: The proceedings were watched with much interest by a large number of those present, and it was generally agreed that the arrangements made were most satisfactory. The matter is to be further considered at the next meeting of the committee, when it is expected that definite action will be taken. It is understood that the position will be reviewed in the light of recent events, and a report submitted in due course. bbox=[7, 248, 106, 332]
greiner-jeweller-ad bbox=[830, 528, 1005, 667]
article-paragraph: The proceedings were watched with much interest by a large number of those present, and it was generally agreed that the arrangements made were most satisfactory. The matter is to be further considered at the next meeting of the committee, when it is expected that definite action will be taken. It is understood that the position will be reviewed in the light of recent events, and a report submitted in due course. bbox=[7, 566, 106, 650]
article-paragraph: The proceedings were watched with much interest by a large number of those present, and it was generally agreed that the arrangements made were most satisfactory. The matter is to be further considered at the next meeting of the committee, when it is expected that definite action will be taken. It is understood that the position will be reviewed in the light of recent events, and a report submitted in due course. bbox=[311, 1138, 417, 1223]
ad-title: GRAND OPERA, FAUST, bbox=[564, 75, 663, 104]
ad-title: C. CARTER bbox=[853, 818, 893, 827]
ad-line: 79 TORIA AVENUE, AUCKLAND. bbox=[709, 1182, 809, 1190]
ad-body: The proceedings were watched with much interest by a large number of those present, and it was generally agreed that the arrangements made were most satisfactory. The matter is to be further considered at the next meeting of the committee, when it is expected that definite action will be taken. It is understood that the position will be reviewed in the light of recent events, and a report submitted in due course. bbox=[544, 378, 683, 437]
ad-line: THURSDAY, October 25. bbox=[570, 490, 657, 500]
article-paragraph: The proceedings were watched with much interest by a large number of those present, and it was generally agreed that the arrangements made were most satisfactory. The matter is to be further considered at the next meeting of the committee, when it is expected that definite action will be taken. It is understood that the position will be reviewed in the light of recent events, and a report submitted in due course. bbox=[213, 1737, 303, 1834]
ad-body: The proceedings were watched with much interest by a large number of those present, and it was generally agreed that the arrangements made were most satisfactory. The matter is to be further considered at the next meeting of the committee, when it is expected that definite action will be taken. It is understood that the position will be reviewed in the light of recent events, and a report submitted in due course. bbox=[835, 550, 914, 661]
article-paragraph: The proceedings were watched with much interest by a large number of those present, and it was generally agreed that the arrangements made were most satisfactory. The matter is to be further considered at the next meeting of the committee, when it is expected that definite action will be taken. It is understood that the position will be reviewed in the light of recent events, and a report submitted in due course. bbox=[7, 783, 106, 867]
ad-body: The proceedings were watched with much interest by a large number of those present, and it was generally agreed that the arrangements made were most satisfactory. The matter is to be further considered at the next meeting of the committee, when it is expected that definite action will be taken. It is understood that the position will be reviewed in the light of recent events, and a report submitted in due course. bbox=[702, 742, 816, 820]
